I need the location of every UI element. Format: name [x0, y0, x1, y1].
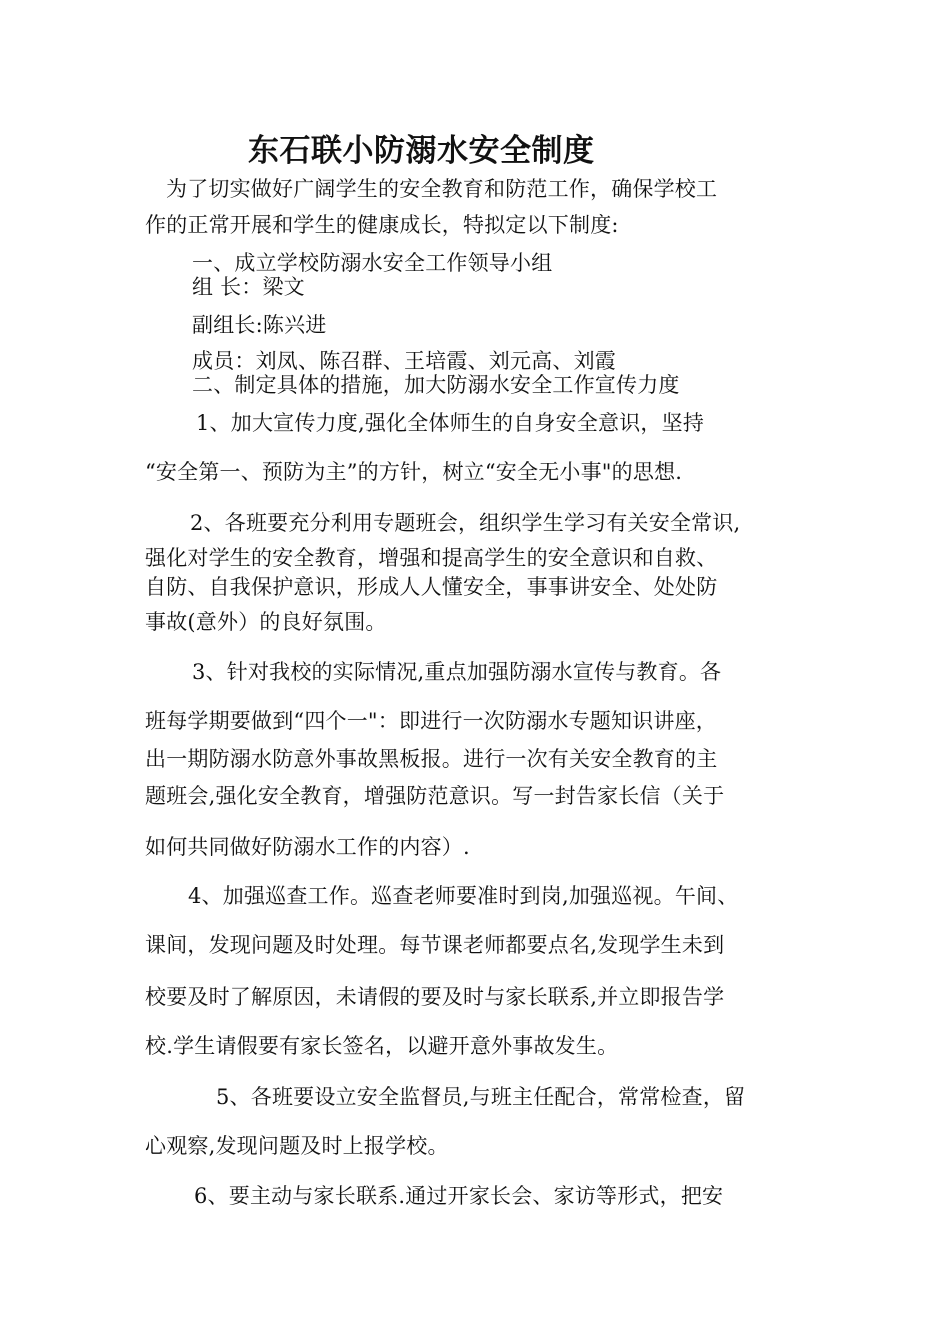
group-leader-line: 组 长：梁文: [192, 275, 305, 299]
deputy-leader-line: 副组长:陈兴进: [192, 313, 327, 337]
item-2-line-4: 事故(意外）的良好氛围。: [145, 610, 387, 634]
item-3-line-4: 题班会,强化安全教育，增强防范意识。写一封告家长信（关于: [145, 784, 725, 808]
item-1-line-2: “安全第一、预防为主”的方针，树立“安全无小事"的思想.: [145, 460, 683, 484]
item-6-line-1: 6、要主动与家长联系.通过开家长会、家访等形式，把安: [194, 1184, 724, 1208]
section-2-heading: 二、制定具体的措施，加大防溺水安全工作宣传力度: [192, 373, 680, 397]
section-1-heading: 一、成立学校防溺水安全工作领导小组: [192, 251, 553, 275]
item-4-line-1: 4、加强巡查工作。巡查老师要准时到岗,加强巡视。午间、: [188, 884, 739, 908]
item-1-line-1: 1、加大宣传力度,强化全体师生的自身安全意识，坚持: [196, 411, 705, 435]
item-5-line-2: 心观察,发现问题及时上报学校。: [145, 1134, 449, 1158]
item-2-line-2: 强化对学生的安全教育，增强和提高学生的安全意识和自救、: [145, 546, 718, 570]
intro-line-2: 作的正常开展和学生的健康成长，特拟定以下制度:: [145, 213, 619, 237]
item-3-line-3: 出一期防溺水防意外事故黑板报。进行一次有关安全教育的主: [145, 747, 718, 771]
item-3-line-1: 3、针对我校的实际情况,重点加强防溺水宣传与教育。各: [192, 660, 722, 684]
item-4-line-4: 校.学生请假要有家长签名，以避开意外事故发生。: [145, 1034, 619, 1058]
item-3-line-2: 班每学期要做到“四个一"：即进行一次防溺水专题知识讲座，: [145, 709, 717, 733]
item-4-line-3: 校要及时了解原因，未请假的要及时与家长联系,并立即报告学: [145, 985, 725, 1009]
document-title: 东石联小防溺水安全制度: [248, 133, 595, 169]
members-line: 成员：刘凤、陈召群、王培霞、刘元高、刘霞: [192, 349, 616, 373]
item-5-line-1: 5、各班要设立安全监督员,与班主任配合，常常检查，留: [216, 1085, 746, 1109]
item-2-line-3: 自防、自我保护意识，形成人人懂安全，事事讲安全、处处防: [145, 575, 718, 599]
item-2-line-1: 2、各班要充分利用专题班会，组织学生学习有关安全常识,: [190, 511, 741, 535]
intro-line-1: 为了切实做好广阔学生的安全教育和防范工作，确保学校工: [166, 177, 718, 201]
item-3-line-5: 如何共同做好防溺水工作的内容）.: [145, 835, 470, 859]
item-4-line-2: 课间，发现问题及时处理。每节课老师都要点名,发现学生未到: [145, 933, 725, 957]
